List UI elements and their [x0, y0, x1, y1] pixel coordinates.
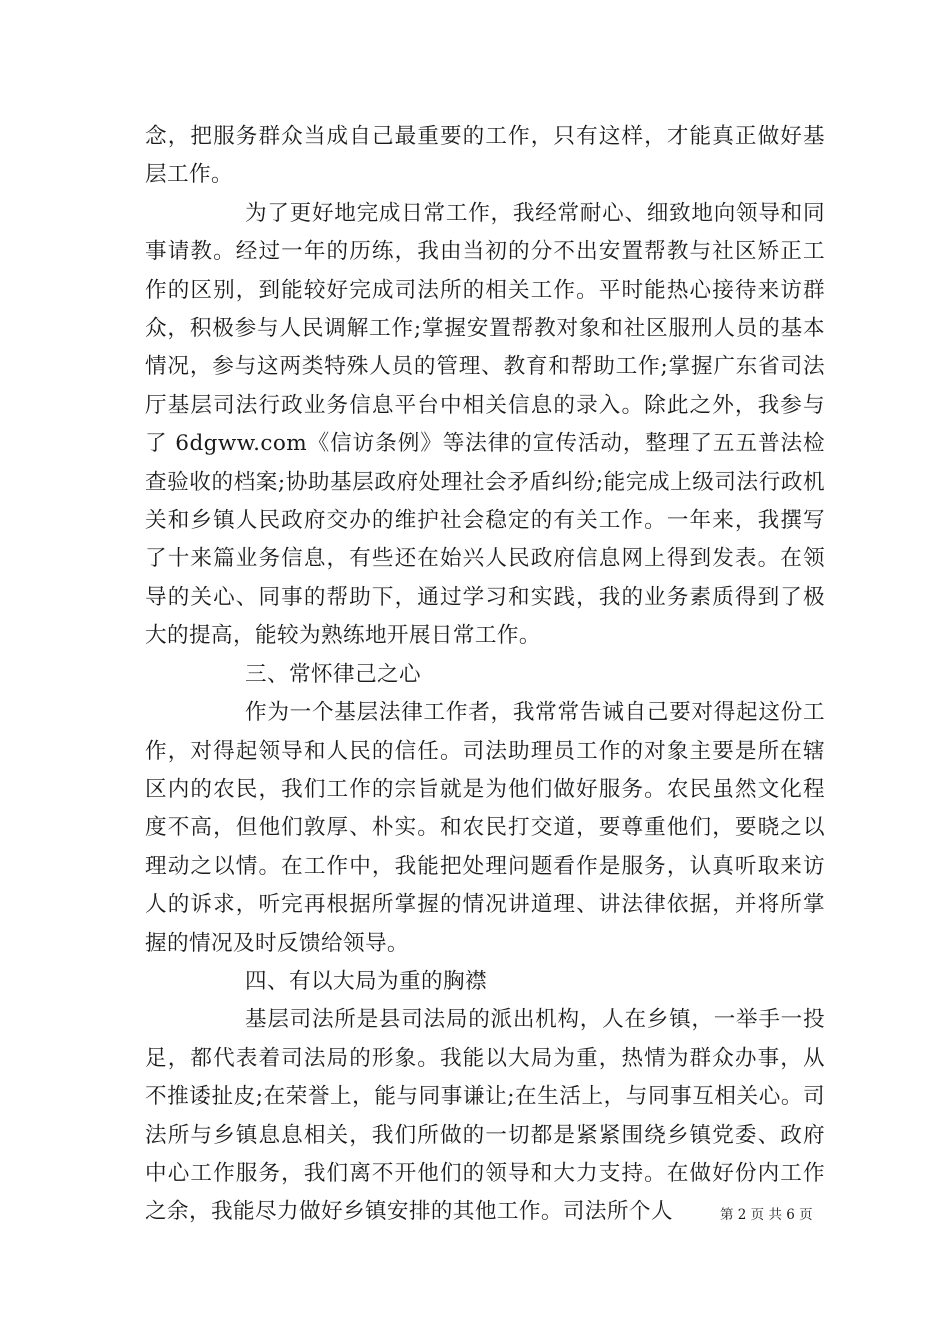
paragraph-self-discipline: 作为一个基层法律工作者，我常常告诫自己要对得起这份工作，对得起领导和人民的信任。司法助理员工作的对象主要是所在辖区内的农民，我们工作的宗旨就是为他们做好服务。农民虽然文化程度不高，但他们敦厚、朴实。和农民打交道，要尊重他们，要晓之以理动之以情。在工作中，我能把处理问题看作是服务，认真听取来访人的诉求，听完再根据所掌握的情况讲道理、讲法律依据，并将所掌握的情况及时反馈给领导。 [145, 700, 825, 956]
paragraph-overall-situation: 基层司法所是县司法局的派出机构，人在乡镇，一举手一投足，都代表着司法局的形象。我能以大局为重，热情为群众办事，从不推诿扯皮;在荣誉上，能与同事谦让;在生活上，与同事互相关心。司法所与乡镇息息相关，我们所做的一切都是紧紧围绕乡镇党委、政府中心工作服务，我们离不开他们的领导和大力支持。在做好份内工作之余，我能尽力做好乡镇安排的其他工作。司法所个人 [145, 1007, 825, 1225]
paragraph-daily-work: 为了更好地完成日常工作，我经常耐心、细致地向领导和同事请教。经过一年的历练，我由当初的分不出安置帮教与社区矫正工作的区别，到能较好完成司法所的相关工作。平时能热心接待来访群众，积极参与人民调解工作;掌握安置帮教对象和社区服刑人员的基本情况，参与这两类特殊人员的管理、教育和帮助工作;掌握广东省司法厅基层司法行政业务信息平台中相关信息的录入。除此之外，我参与了 6dgww.com《信访条例》等法律的宣传活动，整理了五五普法检查验收的档案;协助基层政府处理社会矛盾纠纷;能完成上级司法行政机关和乡镇人民政府交办的维护社会稳定的有关工作。一年来，我撰写了十来篇业务信息，有些还在始兴人民政府信息网上得到发表。在领导的关心、同事的帮助下，通过学习和实践，我的业务素质得到了极大的提高，能较为熟练地开展日常工作。 [145, 200, 825, 649]
section-heading-three: 三、常怀律己之心 [245, 661, 421, 687]
paragraph-continuation: 念，把服务群众当成自己最重要的工作，只有这样，才能真正做好基层工作。 [145, 124, 825, 188]
section-heading-four: 四、有以大局为重的胸襟 [245, 968, 487, 994]
document-body [145, 118, 825, 1232]
page-number: 第 2 页 共 6 页 [720, 1207, 813, 1223]
